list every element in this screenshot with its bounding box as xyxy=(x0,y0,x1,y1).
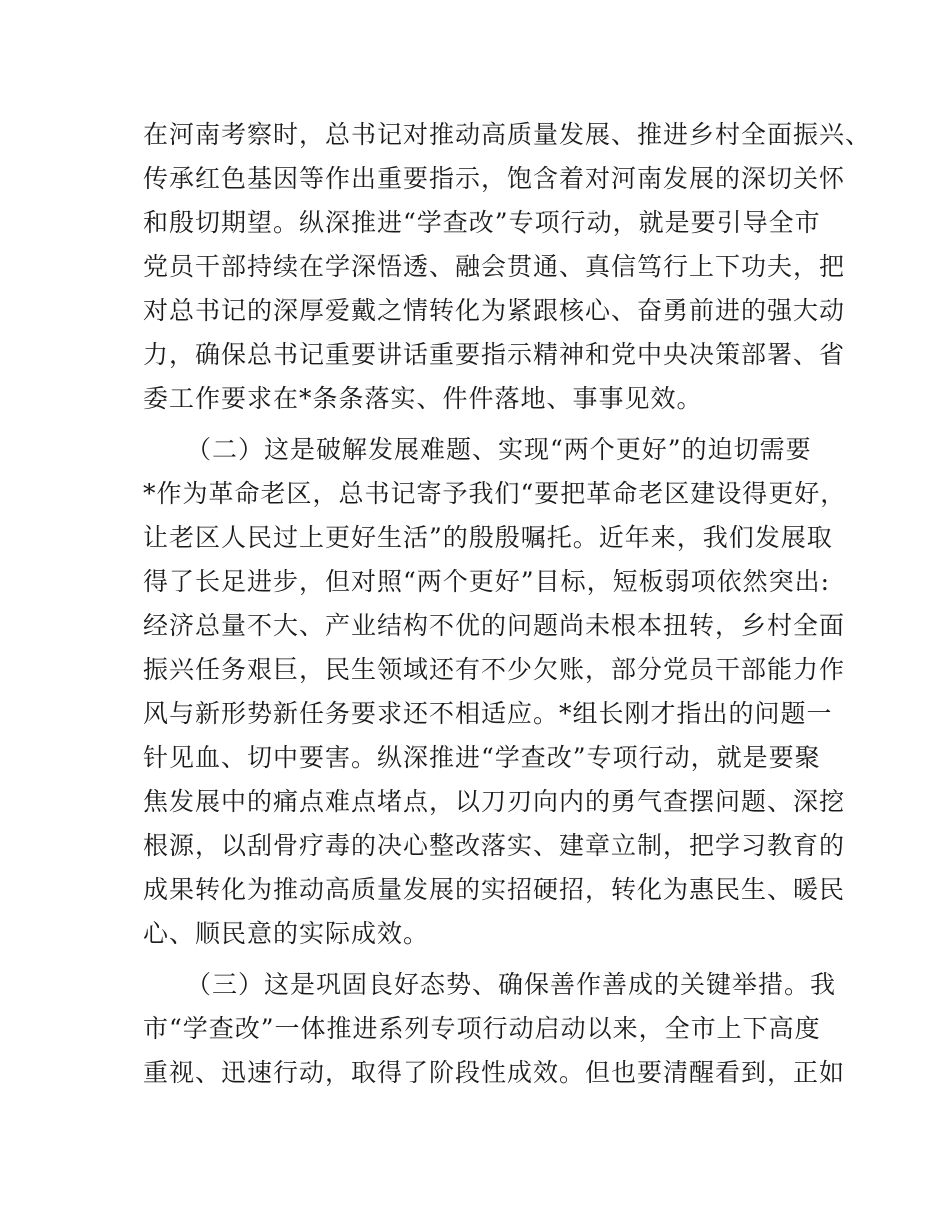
paragraph-1-line-4: 党员干部持续在学深悟透、融会贯通、真信笃行上下功夫，把 xyxy=(143,252,846,281)
paragraph-2-line-9: 焦发展中的痛点难点堵点，以刀刃向内的勇气查摆问题、深挖 xyxy=(143,787,846,816)
paragraph-2-line-12: 心、顺民意的实际成效。 xyxy=(143,919,430,948)
paragraph-1-line-7: 委工作要求在*条条落实、件件落地、事事见效。 xyxy=(143,384,703,413)
paragraph-1-line-3: 和殷切期望。纵深推进“学查改”专项行动，就是要引导全市 xyxy=(143,208,821,237)
paragraph-3-heading: （三）这是巩固良好态势、确保善作善成的关键举措。我 xyxy=(186,970,837,999)
paragraph-2-heading: （二）这是破解发展难题、实现“两个更好”的迫切需要 xyxy=(186,435,812,464)
paragraph-1-line-2: 传承红色基因等作出重要指示，饱含着对河南发展的深切关怀 xyxy=(143,164,846,193)
paragraph-2-line-10: 根源，以刮骨疗毒的决心整改落实、建章立制，把学习教育的 xyxy=(143,831,846,860)
paragraph-3-line-2: 市“学查改”一体推进系列专项行动启动以来，全市上下高度 xyxy=(143,1014,821,1043)
paragraph-2-line-5: 经济总量不大、产业结构不优的问题尚未根本扭转，乡村全面 xyxy=(143,611,846,640)
paragraph-2-line-11: 成果转化为推动高质量发展的实招硬招，转化为惠民生、暖民 xyxy=(143,875,846,904)
paragraph-1-line-6: 力，确保总书记重要讲话重要指示精神和党中央决策部署、省 xyxy=(143,340,846,369)
paragraph-2-line-3: 让老区人民过上更好生活”的殷殷嘱托。近年来，我们发展取 xyxy=(143,523,833,552)
paragraph-3-line-3: 重视、迅速行动，取得了阶段性成效。但也要清醒看到，正如 xyxy=(143,1058,846,1087)
paragraph-2-line-4: 得了长足进步，但对照“两个更好”目标，短板弱项依然突出: xyxy=(143,567,830,596)
paragraph-2-line-8: 针见血、切中要害。纵深推进“学查改”专项行动，就是要聚 xyxy=(143,743,821,772)
paragraph-2-line-6: 振兴任务艰巨，民生领域还有不少欠账，部分党员干部能力作 xyxy=(143,655,846,684)
paragraph-1-line-5: 对总书记的深厚爱戴之情转化为紧跟核心、奋勇前进的强大动 xyxy=(143,296,846,325)
paragraph-1-line-1: 在河南考察时，总书记对推动高质量发展、推进乡村全面振兴、 xyxy=(143,120,872,149)
paragraph-2-line-7: 风与新形势新任务要求还不相适应。*组长刚才指出的问题一 xyxy=(143,699,833,728)
paragraph-2-line-2: *作为革命老区，总书记寄予我们“要把革命老区建设得更好， xyxy=(143,479,847,508)
